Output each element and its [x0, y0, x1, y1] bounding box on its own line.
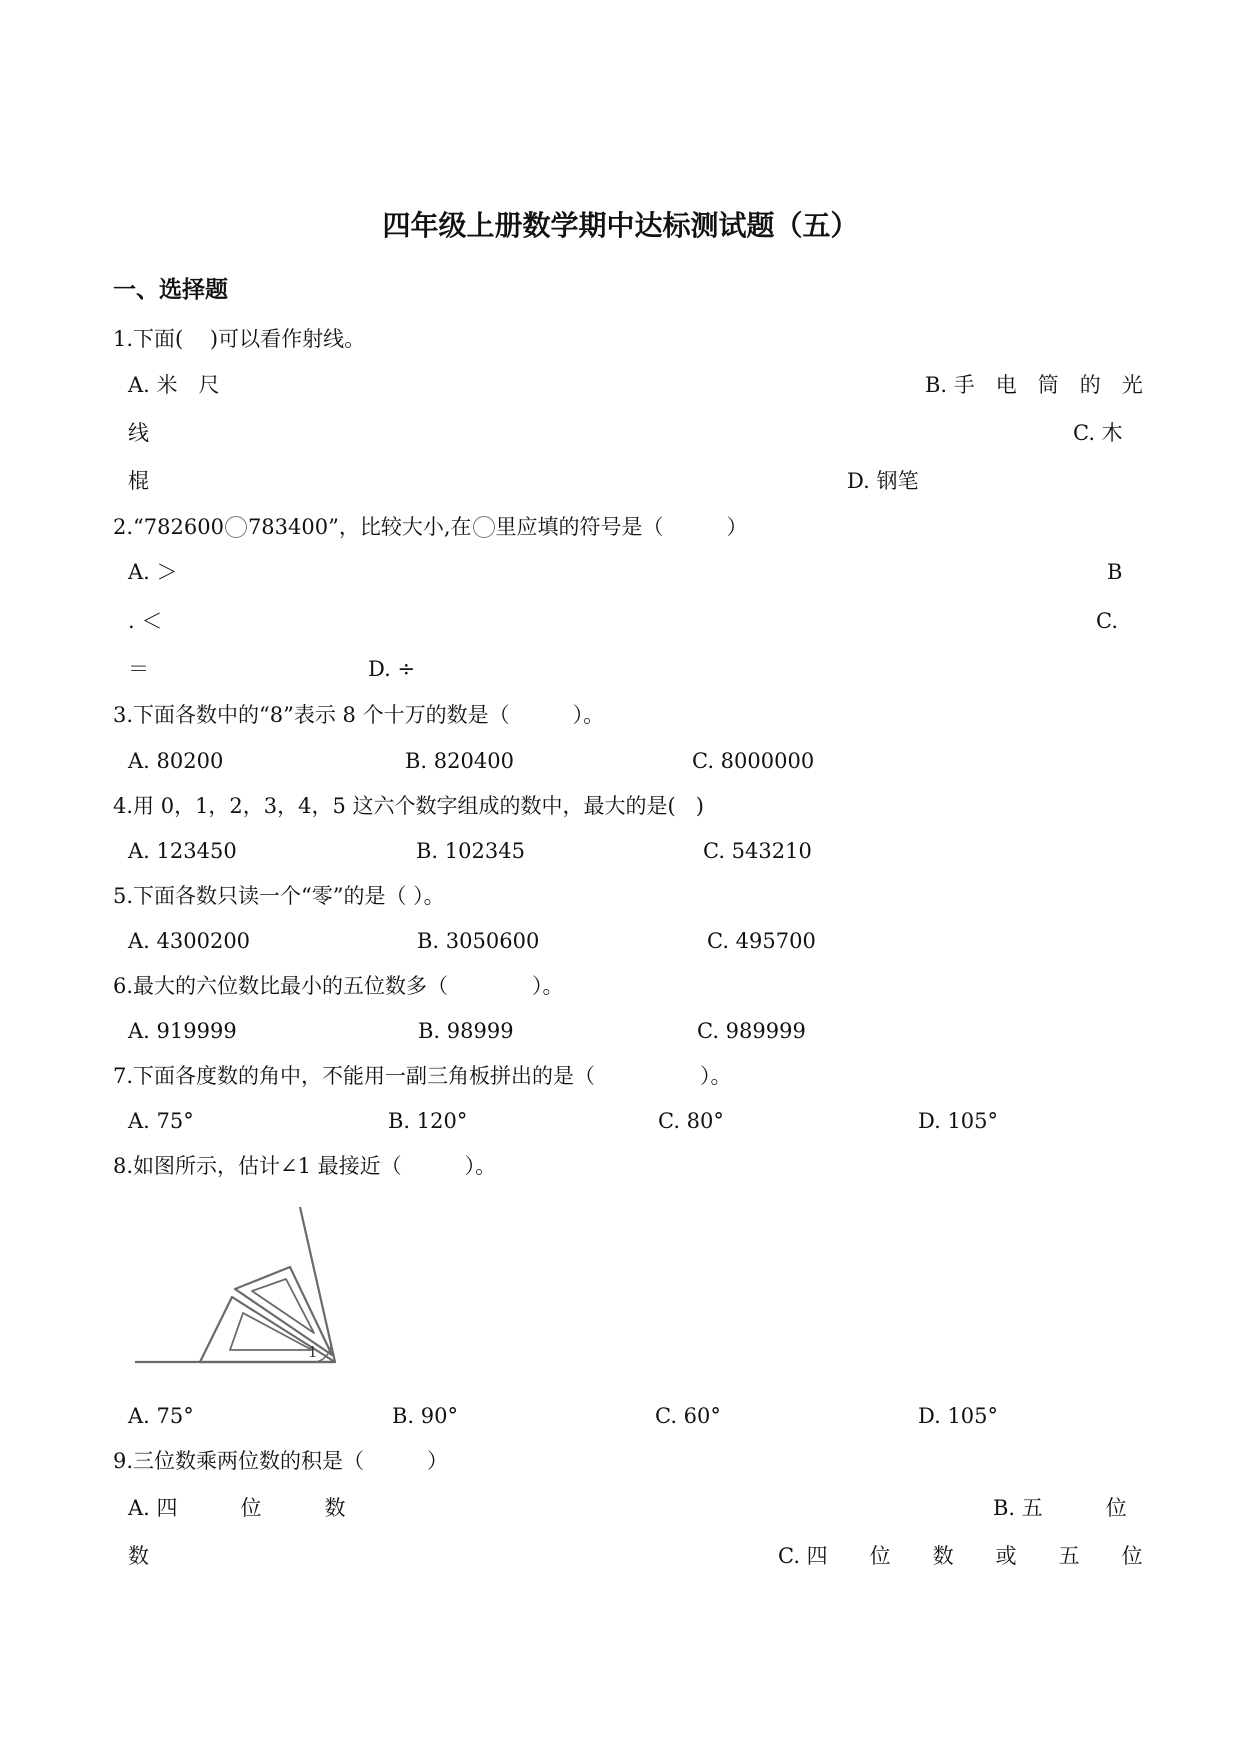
question-1-option-b: B. 手 电 筒 的 光 — [925, 373, 1143, 397]
question-3-option-b: B. 820400 — [405, 749, 514, 773]
question-1-option-a: A. 米 尺 — [128, 373, 220, 397]
question-4-option-c: C. 543210 — [703, 839, 812, 863]
question-2-stem-suffix: 里应填的符号是（ ） — [495, 515, 748, 539]
question-8-option-d: D. 105° — [918, 1404, 999, 1428]
blank-circle-icon — [473, 516, 495, 538]
question-8-option-c: C. 60° — [655, 1404, 721, 1428]
question-9-stem: 9.三位数乘两位数的积是（ ） — [113, 1449, 449, 1473]
question-1-option-c-continued: 棍 — [128, 469, 149, 493]
question-6-option-c: C. 989999 — [697, 1019, 806, 1043]
question-2-stem-prefix: 2.“782600 — [113, 515, 224, 539]
question-7-option-b: B. 120° — [388, 1109, 468, 1133]
section-heading: 一、选择题 — [113, 276, 228, 303]
page-title: 四年级上册数学期中达标测试题（五） — [382, 209, 859, 242]
blank-circle-icon — [225, 516, 247, 538]
question-3-option-c: C. 8000000 — [692, 749, 815, 773]
question-3-stem: 3.下面各数中的“8”表示 8 个十万的数是（ ）。 — [113, 703, 605, 727]
question-9-option-b: B. 五 位 — [993, 1496, 1127, 1520]
question-4-stem: 4.用 0，1，2，3，4，5 这六个数字组成的数中，最大的是( ) — [113, 794, 704, 818]
question-9-option-a: A. 四 位 数 — [128, 1496, 346, 1520]
question-7-option-d: D. 105° — [918, 1109, 999, 1133]
question-2-stem — [113, 514, 748, 540]
question-9-option-a-continued: 数 — [128, 1544, 149, 1568]
question-2-option-c: C. — [1096, 609, 1118, 633]
question-2-option-a: A. ＞ — [128, 560, 178, 584]
triangle-ruler-angle-figure — [130, 1205, 355, 1375]
question-1-option-c: C. 木 — [1073, 421, 1123, 445]
question-2-option-d: D. ÷ — [368, 657, 416, 681]
question-5-option-c: C. 495700 — [707, 929, 816, 953]
question-3-option-a: A. 80200 — [128, 749, 224, 773]
lower-set-square-inner — [230, 1313, 312, 1350]
question-6-option-a: A. 919999 — [128, 1019, 237, 1043]
question-1-stem: 1.下面( )可以看作射线。 — [113, 327, 366, 351]
question-2-option-b-continued: . ＜ — [128, 609, 163, 633]
question-5-option-b: B. 3050600 — [417, 929, 540, 953]
question-2-stem-middle: 783400”，比较大小,在 — [247, 515, 472, 539]
question-4-option-b: B. 102345 — [416, 839, 525, 863]
question-7-option-c: C. 80° — [658, 1109, 724, 1133]
question-5-stem: 5.下面各数只读一个“零”的是（ ）。 — [113, 884, 445, 908]
question-8-option-a: A. 75° — [128, 1404, 194, 1428]
question-6-stem: 6.最大的六位数比最小的五位数多（ ）。 — [113, 974, 564, 998]
question-8-stem: 8.如图所示，估计∠1 最接近（ ）。 — [113, 1154, 497, 1178]
question-2-option-c-continued: ＝ — [128, 657, 149, 681]
question-9-option-c: C. 四 位 数 或 五 位 — [778, 1544, 1143, 1568]
question-8-option-b: B. 90° — [392, 1404, 459, 1428]
slanted-ray — [300, 1207, 335, 1362]
question-4-option-a: A. 123450 — [128, 839, 237, 863]
question-5-option-a: A. 4300200 — [128, 929, 251, 953]
question-1-option-d: D. 钢笔 — [847, 469, 919, 493]
question-7-option-a: A. 75° — [128, 1109, 194, 1133]
question-6-option-b: B. 98999 — [418, 1019, 514, 1043]
question-1-option-b-continued: 线 — [128, 421, 149, 445]
angle-label: 1 — [308, 1343, 318, 1361]
question-2-option-b: B — [1107, 560, 1123, 584]
question-7-stem: 7.下面各度数的角中，不能用一副三角板拼出的是（ ）。 — [113, 1064, 732, 1088]
